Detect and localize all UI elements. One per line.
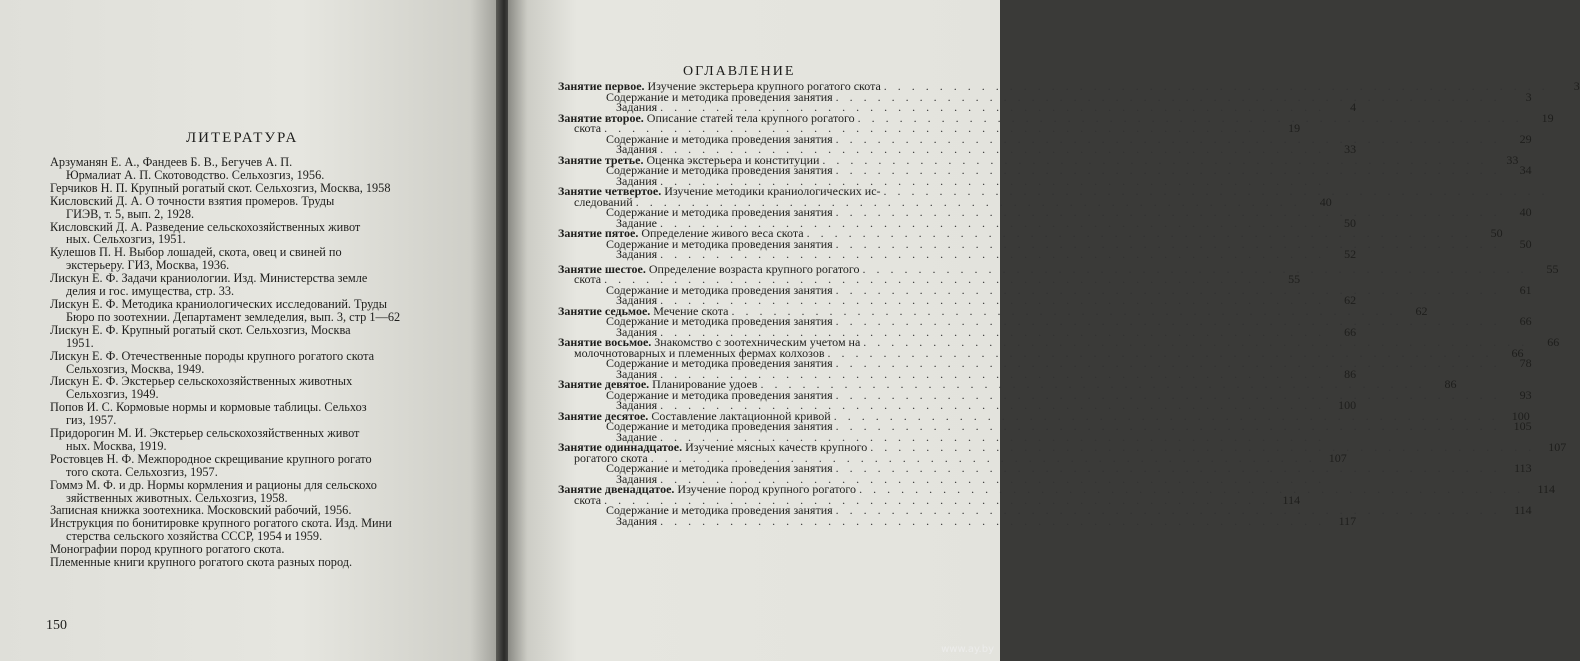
reference-item [50, 375, 462, 401]
toc-lesson-label: Занятие одиннадцатое. [558, 440, 683, 454]
toc-entry-text: Изучение методики краниологических ис- [661, 184, 881, 198]
reference-line: Кисловский Д. А. О точности взятия промеров. Труды [50, 193, 335, 208]
reference-continuation: ГИЭВ, т. 5, вып. 2, 1928. [66, 206, 195, 221]
reference-continuation: Сельхозгиз, 1949. [66, 387, 159, 402]
reference-continuation: гиз, 1957. [66, 413, 117, 428]
reference-item [50, 401, 462, 427]
toc-entry-text: Задания [616, 366, 658, 381]
toc-lesson-label: Занятие первое. [558, 79, 645, 93]
toc-entry-text: Задания [616, 398, 658, 412]
toc-entry-text: Содержание и методика проведения занятия [606, 356, 833, 370]
toc-page-number: 100 [1511, 408, 1530, 423]
reference-line: Лискун Е. Ф. Методика краниологических исследований. Труды [50, 296, 387, 311]
reference-line: Инструкция по бонитировке крупного рогатого скота. Изд. Мини [50, 516, 392, 531]
toc-page-number: 50 [1519, 236, 1532, 251]
toc-entry-title [574, 492, 602, 507]
toc-page-number: 66 [1547, 335, 1560, 349]
toc-entry-text: Задания [616, 293, 658, 307]
toc-page-number: 61 [1519, 282, 1532, 297]
toc-page-number: 114 [1537, 482, 1556, 496]
toc-entry-text: Содержание и методика проведения занятия [606, 461, 833, 475]
toc-page-number: 3 [1573, 79, 1580, 93]
toc-entry-text: Составление лактационной кривой [648, 408, 831, 423]
reference-continuation: Сельхозгиз, Москва, 1949. [66, 361, 205, 376]
toc-page-number: 105 [1513, 419, 1532, 433]
toc-entry-text: Задание [616, 429, 657, 444]
toc-entry-text: скота [574, 121, 602, 135]
toc-page-number: 62 [1415, 303, 1428, 318]
toc-entry-text: Задания [616, 471, 658, 486]
toc-entry-text: молочнотоварных и племенных фермах колхозов [574, 345, 825, 360]
table-of-contents [558, 79, 1580, 528]
toc-page-number: 113 [1514, 461, 1532, 475]
toc-lesson-label: Занятие второе. [558, 110, 644, 125]
toc-page-number: 117 [1338, 513, 1357, 528]
toc-entry-text: Содержание и методика проведения занятия [606, 314, 833, 328]
toc-page-number: 3 [1525, 89, 1532, 104]
toc-entry-text: Содержание и методика проведения занятия [606, 387, 833, 402]
reference-continuation: 1951. [66, 335, 94, 350]
toc-entry-text: Определение живого веса скота [638, 226, 804, 240]
reference-item [50, 556, 462, 569]
reference-item [50, 182, 462, 195]
reference-item [50, 156, 462, 182]
toc-entry-text: следований [574, 194, 633, 209]
reference-continuation: ных. Москва, 1919. [66, 438, 167, 453]
reference-line: Племенные книги крупного рогатого скота разных пород. [50, 555, 353, 570]
toc-entry-text: Оценка экстерьера и конституции [643, 152, 820, 167]
toc-entry-text: Задания [616, 513, 658, 528]
reference-line: Ростовцев Н. Ф. Межпородное скрещивание крупного рогато [50, 451, 372, 466]
toc-entry-text: Содержание и методика проведения занятия [606, 419, 833, 433]
toc-page-number: 93 [1519, 387, 1532, 402]
toc-lesson-label: Занятие двенадцатое. [558, 482, 675, 496]
toc-entry-text: Задание [616, 215, 657, 230]
toc-page-number: 78 [1519, 356, 1532, 370]
toc-lesson-label: Занятие девятое. [558, 377, 650, 391]
reference-line: Записная книжка зоотехника. Московский рабочий, 1956. [50, 503, 352, 518]
reference-continuation: Юрмалиат А. П. Скотоводство. Сельхозгиз, 1956. [66, 167, 325, 182]
reference-line: Придорогин М. И. Экстерьер сельскохозяйственных живот [50, 426, 360, 441]
reference-continuation: зяйственных животных. Сельхозгиз, 1958. [66, 490, 288, 505]
toc-page-number: 40 [1319, 194, 1332, 209]
reference-item [50, 298, 462, 324]
reference-list [50, 156, 462, 569]
reference-item [50, 453, 462, 479]
reference-line: Герчиков Н. П. Крупный рогатый скот. Сельхозгиз, Москва, 1958 [50, 180, 391, 195]
toc-page-number: 66 [1344, 324, 1357, 339]
toc-page-number: 50 [1343, 215, 1356, 230]
reference-continuation: экстерьеру. ГИЗ, Москва, 1936. [66, 258, 230, 273]
toc-lesson-label: Занятие седьмое. [558, 303, 651, 318]
reference-line: Гоммэ М. Ф. и др. Нормы кормления и рационы для сельскохо [50, 477, 377, 492]
toc-entry-text: Изучение экстерьера крупного рогатого скота [644, 79, 881, 93]
toc-page-number: 107 [1548, 440, 1567, 454]
toc-subentry [558, 513, 1357, 528]
reference-continuation: делия и гос. имущества, стр. 33. [66, 284, 235, 299]
toc-subentry [558, 247, 1357, 261]
reference-item [50, 324, 462, 350]
toc-entry-text: скота [574, 272, 602, 286]
reference-item [50, 272, 462, 298]
toc-page-number: 55 [1288, 272, 1301, 286]
reference-item [50, 195, 462, 221]
toc-page-number: 66 [1519, 314, 1532, 328]
toc-entry-text: Планирование удоев [649, 377, 758, 391]
toc-entry-text: Содержание и методика проведения занятия [606, 205, 833, 219]
literature-heading: ЛИТЕРАТУРА [186, 130, 299, 146]
toc-entry-text: Изучение мясных качеств крупного [682, 440, 868, 454]
toc-entry-text: Изучение пород крупного рогатого [674, 482, 857, 496]
toc-entry-text: Содержание и методика проведения занятия [606, 89, 833, 104]
reference-item [50, 517, 462, 543]
reference-line: Монографии пород крупного рогатого скота. [50, 542, 285, 557]
toc-entry-text: Содержание и методика проведения занятия [606, 131, 833, 146]
toc-page-number: 114 [1282, 492, 1301, 507]
reference-continuation: стерства сельского хозяйства СССР, 1954 и 1959. [66, 529, 323, 544]
toc-page-number: 4 [1350, 100, 1357, 114]
reference-line: Лискун Е. Ф. Экстерьер сельскохозяйственных животных [50, 374, 353, 389]
toc-entry-text: Задания [616, 173, 658, 188]
toc-page-number: 34 [1519, 163, 1532, 177]
toc-page-number: 66 [1511, 345, 1524, 360]
reference-line: Лискун Е. Ф. Отечественные породы крупного рогатого скота [50, 348, 375, 363]
reference-line: Арзуманян Е. А., Фандеев Б. В., Бегучев А. П. [50, 155, 293, 169]
toc-entry-title [616, 249, 657, 260]
toc-entry-text: Задания [616, 324, 658, 339]
toc-entry-text: Знакомство с зоотехническим учетом на [651, 335, 861, 349]
reference-continuation: Бюро по зоотехнии. Департамент земледелия, вып. 3, стр 1—62 [66, 309, 401, 324]
toc-page-number: 19 [1288, 121, 1301, 135]
toc-entry-text: Определение возраста крупного рогатого [645, 261, 860, 276]
toc-entry-text: рогатого скота [574, 450, 648, 465]
toc-entry-text: скота [574, 492, 602, 507]
reference-item [50, 427, 462, 453]
toc-lesson-label: Занятие шестое. [558, 261, 646, 276]
reference-item [50, 479, 462, 505]
page-number: 150 [46, 618, 67, 633]
watermark: www.ay.by [941, 644, 994, 655]
toc-entry-text: Содержание и методика проведения занятия [606, 282, 833, 297]
toc-page-number: 29 [1519, 131, 1532, 146]
toc-entry-text: Задания [616, 142, 658, 156]
toc-entry-text: Содержание и методика проведения занятия [606, 236, 833, 251]
toc-page-number: 33 [1506, 152, 1519, 167]
toc-page-number: 114 [1514, 503, 1532, 517]
toc-page-number: 62 [1344, 293, 1357, 307]
toc-entry-text: Задания [616, 100, 658, 114]
contents-heading: ОГЛАВЛЕНИЕ [683, 64, 796, 79]
reference-line: Лискун Е. Ф. Крупный рогатый скот. Сельхозгиз, Москва [50, 322, 351, 337]
toc-page-number: 86 [1444, 377, 1457, 391]
reference-continuation: того скота. Сельхозгиз, 1957. [66, 464, 218, 479]
toc-entry-title [574, 123, 601, 134]
toc-lesson-label: Занятие восьмое. [558, 335, 652, 349]
toc-page-number: 33 [1344, 142, 1357, 156]
toc-page-number: 52 [1344, 247, 1357, 261]
reference-line: Кулешов П. Н. Выбор лошадей, скота, овец и свиней по [50, 245, 342, 260]
reference-item [50, 246, 462, 272]
toc-page-number: 40 [1519, 205, 1532, 219]
toc-entry-text: Содержание и методика проведения занятия [606, 163, 833, 177]
toc-page-number: 86 [1344, 366, 1357, 381]
toc-lesson-label: Занятие третье. [558, 152, 644, 167]
left-page [0, 0, 500, 661]
toc-page-number: 19 [1541, 110, 1554, 125]
reference-item [50, 350, 462, 376]
toc-leader-dots [660, 249, 1325, 260]
toc-entry-text: Задания [616, 247, 658, 261]
reference-item [50, 221, 462, 247]
toc-entry-title [616, 513, 658, 528]
reference-line: Попов И. С. Кормовые нормы и кормовые таблицы. Сельхоз [50, 400, 367, 415]
toc-lesson-label: Занятие пятое. [558, 226, 639, 240]
toc-entry-text: Содержание и методика проведения занятия [606, 503, 833, 517]
toc-entry-text: Описание статей тела крупного рогатого [643, 110, 855, 125]
toc-page-number: 107 [1328, 450, 1347, 465]
toc-lesson-label: Занятие десятое. [558, 408, 649, 423]
right-page [508, 0, 1580, 661]
toc-page-number: 100 [1338, 398, 1357, 412]
toc-page-number: 50 [1490, 226, 1503, 240]
toc-leader-dots [660, 516, 1325, 527]
reference-line: Кисловский Д. А. Разведение сельскохозяйственных живот [50, 219, 361, 234]
reference-continuation: ных. Сельхозгиз, 1951. [66, 232, 186, 247]
toc-entry-text: Мечение скота [650, 303, 729, 318]
toc-lesson-label: Занятие четвертое. [558, 184, 662, 198]
toc-page-number: 55 [1546, 261, 1559, 276]
reference-line: Лискун Е. Ф. Задачи краниологии. Изд. Министерства земле [50, 271, 368, 286]
toc-entry-title [574, 274, 601, 285]
